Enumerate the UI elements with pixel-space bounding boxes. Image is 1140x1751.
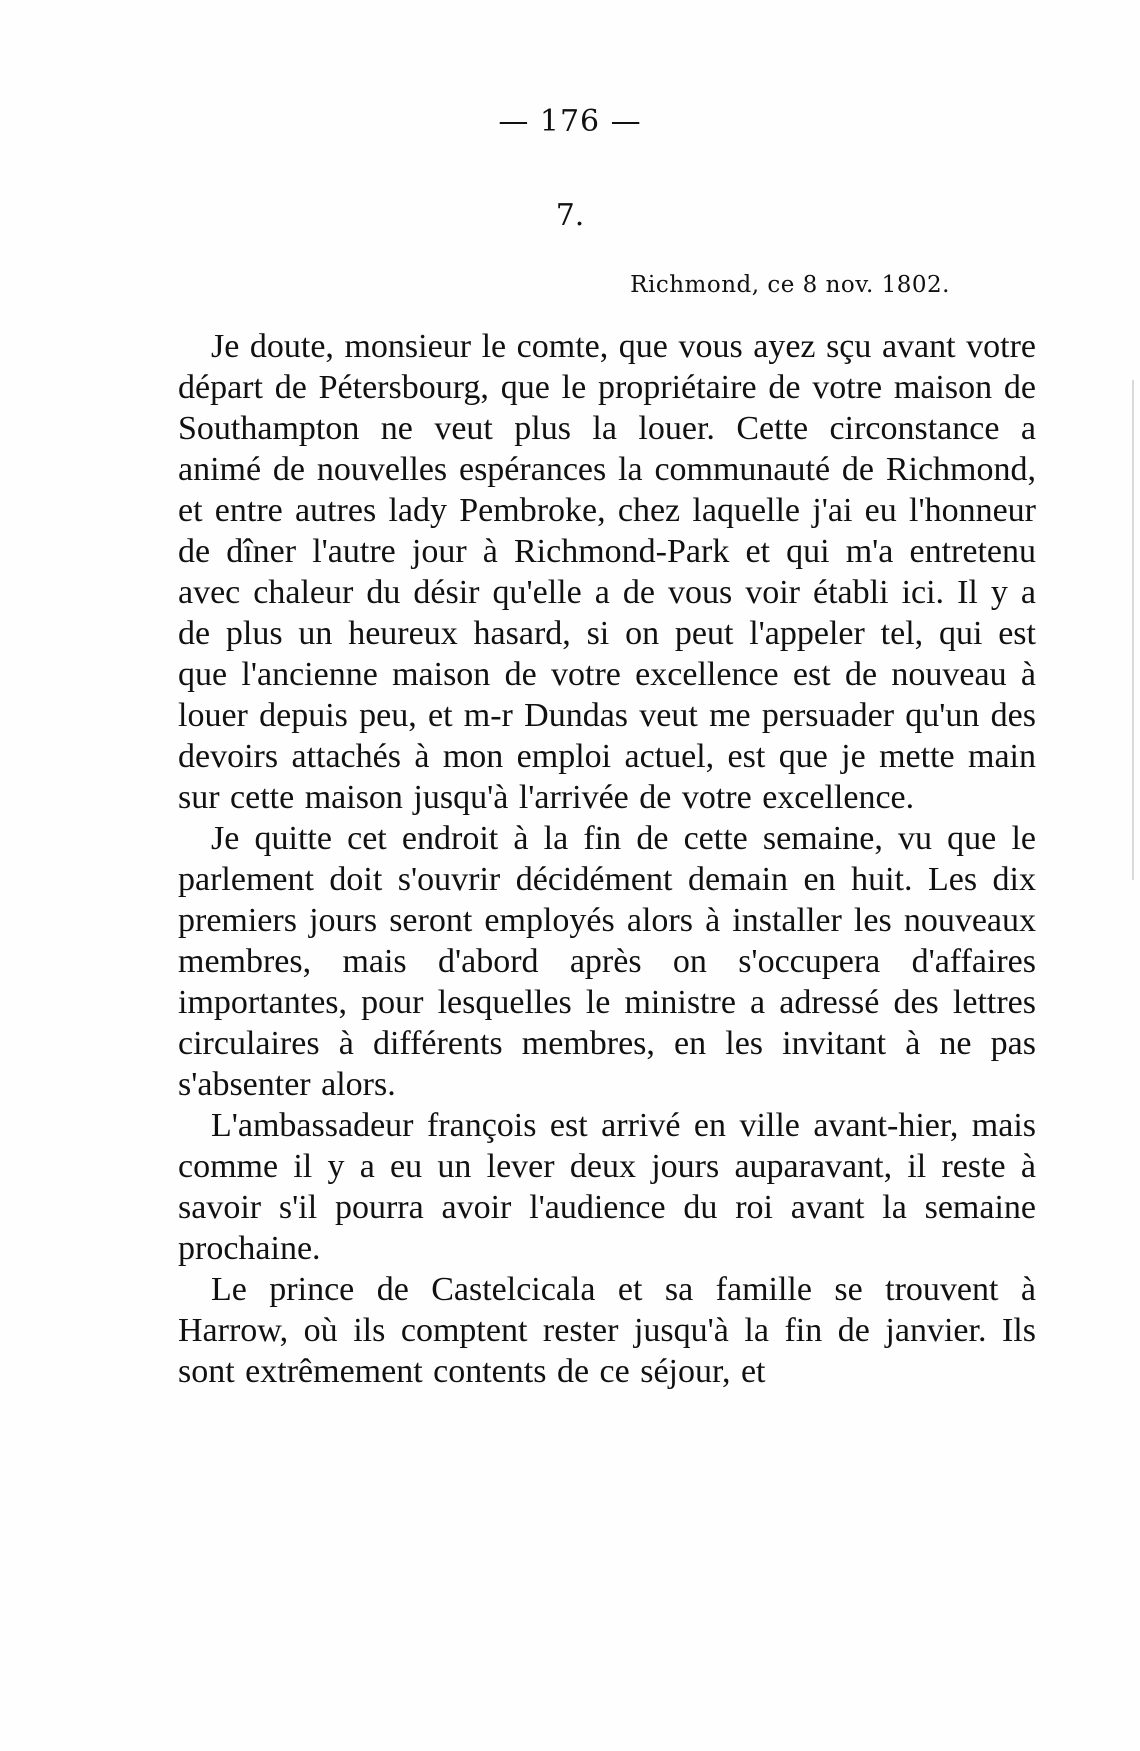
paragraph: Le prince de Castelcicala et sa famille se trouvent à Harrow, où ils comptent rester jusqu'à la fin de janvier. Ils sont extrêmement contents de ce séjour, et <box>178 1271 1036 1390</box>
paragraph: Je quitte cet endroit à la fin de cette semaine, vu que le parlement doit s'ouvrir décidément demain en huit. Les dix premiers jours seront employés alors à installer les nouveaux membres, mais d'abord après on s'occupera d'affaires importantes, pour lesquelles le ministre a adressé des lettres circulaires à différents membres, en les invitant à ne pas s'absenter alors. <box>178 820 1036 1103</box>
page-edge-shadow <box>1132 380 1134 880</box>
letter-body <box>178 326 1036 1392</box>
dateline: Richmond, ce 8 nov. 1802. <box>630 272 950 298</box>
paragraph: Je doute, monsieur le comte, que vous ayez sçu avant votre départ de Pétersbourg, que le propriétaire de votre maison de Southampton ne veut plus la louer. Cette circonstance a animé de nouvelles espérances la communauté de Richmond, et entre autres lady Pembroke, chez laquelle j'ai eu l'honneur de dîner l'autre jour à Richmond-Park et qui m'a entretenu avec chaleur du désir qu'elle a de vous voir établi ici. Il y a de plus un heureux hasard, si on peut l'appeler tel, qui est que l'ancienne maison de votre excellence est de nouveau à louer depuis peu, et m-r Dundas veut me persuader qu'un des devoirs attachés à mon emploi actuel, est que je mette main sur cette maison jusqu'à l'arrivée de votre excellence. <box>178 328 1036 816</box>
paragraph: L'ambassadeur françois est arrivé en ville avant-hier, mais comme il y a eu un lever deux jours auparavant, il reste à savoir s'il pourra avoir l'audience du roi avant la semaine prochaine. <box>178 1107 1036 1267</box>
page-number: — 176 — <box>498 104 642 139</box>
letter-number: 7. <box>555 198 585 233</box>
